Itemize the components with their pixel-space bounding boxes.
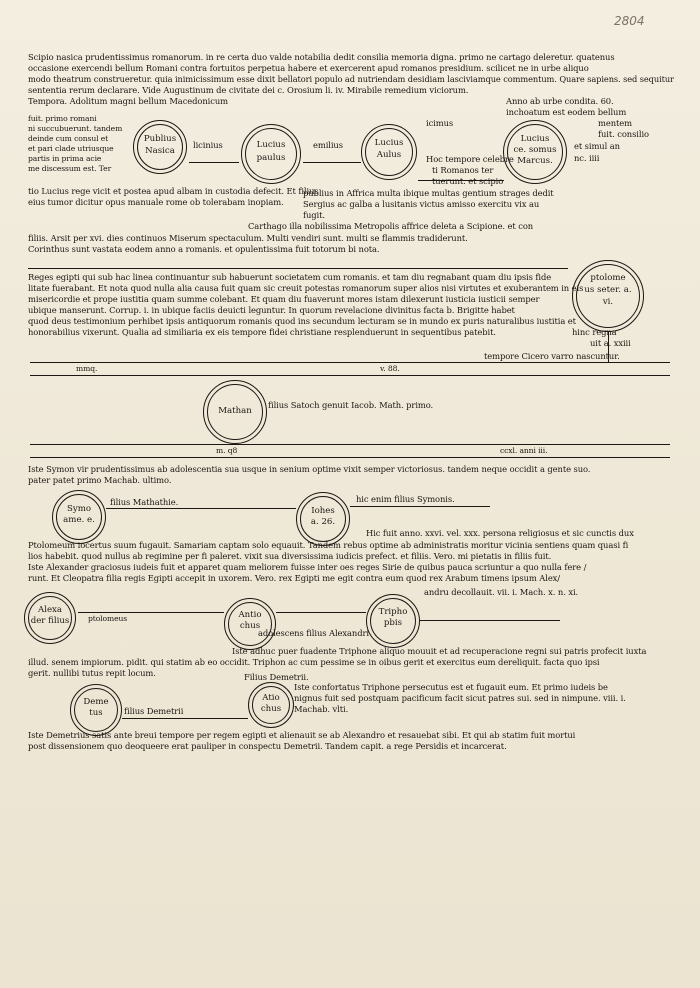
text-line: gerit. nullibi tutus repit locum. — [28, 668, 156, 678]
folio-number: 2804 — [614, 14, 645, 28]
text-line: uit a. xxiii — [590, 338, 631, 348]
text-line: Tempora. Adolitum magni bellum Macedonicum — [28, 96, 228, 106]
circle-label: a. 26. — [310, 517, 336, 527]
text-line: Scipio nasica prudentissimus romanorum. in re certa duo valde notabilia dedit consilia memoria digna. primo ne cartago deleretur. quatenus — [28, 52, 615, 62]
year-line — [30, 375, 670, 376]
left-column: fuit. primo romani — [28, 114, 97, 123]
text-line: occasione exercendi bellum Romani contra fortuitos perpetua habere et exercerent apud romanos presidium. scilicet ne in urbe aliquo — [28, 63, 589, 73]
circle-label: Iohes — [311, 506, 335, 516]
left-column: partis in prima acie — [28, 154, 102, 163]
left-column: ni succubuerunt. tandem — [28, 124, 123, 133]
text-line: runt. Et Cleopatra filia regis Egipti accepit in uxorem. Vero. rex Egipti me egit contra eum quod rex Arabum timens ipsum Alex/ — [28, 573, 561, 583]
divider — [28, 268, 568, 269]
circle-label: Publius — [143, 134, 177, 144]
circle-label: der filius — [30, 616, 70, 626]
circle-label: Deme — [83, 697, 109, 707]
lineage-line — [189, 162, 239, 163]
text-line: fugit. — [303, 210, 325, 220]
text-line: Iste Demetrius satis ante breui tempore per regem egipti et alienauit se ab Alexandro et resauebat sibi. Et qui ab statim fuit mortui — [28, 730, 576, 740]
text-line: tempore Cicero varro nascuntur. — [484, 351, 620, 361]
text-line: eius tumor dicitur opus manuale rome ob tolerabam inopiam. — [28, 197, 284, 207]
name-icimus: icimus — [426, 118, 454, 128]
year-line — [30, 362, 670, 363]
text-line: nignus fuit sed postquam pacificum facit sicut patres sui. sed in nimpune. viii. i. — [294, 693, 626, 703]
right-column: nc. iiii — [574, 153, 600, 163]
circle-label: Antio — [238, 610, 262, 620]
lineage-line — [78, 612, 224, 613]
text-line: filiis. Arsit per xvi. dies continuos Miserum spectaculum. Multi vendiri sunt. multi se flammis tradiderunt. — [28, 233, 468, 243]
text-line: honorabilius vixerunt. Qualia ad similiaria ex eis tempore fidei christiane resplenduerunt in sequentibus patebit. — [28, 327, 496, 337]
text-line: Machab. vlti. — [294, 704, 349, 714]
text-line: Iste Alexander graciosus iudeis fuit et apparet quam meliorem fuisse inter oes reges Sirie de quibus pauca scriuntur a quo nulla fere / — [28, 562, 587, 572]
text-line: modo theatrum construeretur. quia inimicissimum esse dixit bellatori populo ad nutriendam desidiam lasciviamque commentum. Quare sapiens. sed sequitur — [28, 74, 674, 84]
text-line: illud. senem impiorum. pidit. qui statim ab eo occidit. Triphon ac cum pessime se in oibus gerit et exercitus eum dereliquit. facta quo ipsi — [28, 657, 600, 667]
circle-label: chus — [239, 621, 261, 631]
name-licinius: licinius — [193, 140, 223, 150]
circle-label: tus — [89, 708, 103, 718]
text-line: ubique manserunt. Corrup. i. in ubique faciis deuicti leguntur. In quorum revelacione divinitus facta b. Brigitte habet — [28, 305, 515, 315]
year-line — [30, 457, 670, 458]
mathan-text: filius Satoch genuit Iacob. Math. primo. — [268, 400, 434, 410]
right-column: fuit. consilio — [598, 129, 649, 139]
circle-label: ptolome — [590, 273, 626, 283]
lineage-line — [106, 508, 296, 509]
left-column: et pari clade utriusque — [28, 144, 114, 153]
circle-label: Aulus — [376, 150, 402, 160]
circle-label: Nasica — [145, 146, 175, 156]
text-line: Iste Symon vir prudentissimus ab adolescentia sua usque in senium optime vixit semper victoriosus. tandem neque occidit a gente suo. — [28, 464, 591, 474]
circle-label: chus — [260, 704, 282, 714]
text-line: quod deus testimonium perhibet ipsis antiquorum romanis quod ins secundum lecturam se in mundo ex puris naturalibus iustitia et — [28, 316, 576, 326]
mid-note: tuerunt. et scipio — [432, 176, 504, 186]
circle-label: Marcus. — [517, 156, 553, 166]
text-line: Corinthus sunt vastata eodem anno a romanis. et opulentissima fuit totorum bi nota. — [28, 244, 380, 254]
text-line: Sergius ac galba a lusitanis victus amisso exercitu vix au — [303, 199, 540, 209]
text-line: sententia rerum declarare. Vide Augustinum de civitate dei c. Orosium li. iv. Mirabile remedium viciorum. — [28, 85, 469, 95]
circle-label: ame. e. — [63, 515, 95, 525]
text-line: publius in Affrica multa ibique multas gentium strages dedit — [303, 188, 554, 198]
text-line: lios habebit. quod nullus ab regimine per fi paleret. vixit sua diversissima iudicis prefect. et filiis. Vero. mi pietatis in filiis fuit. — [28, 551, 552, 561]
circle-ptolomeus — [572, 260, 644, 332]
text-line: filius Mathathie. — [110, 497, 179, 507]
text-line: Iste confortatus Triphone persecutus est et fugauit eum. Et primo iudeis be — [294, 682, 608, 692]
text-line: Reges egipti qui sub hac linea continuantur sub habuerunt societatem cum romanis. et tam diu regnabant quam diu ipsis fide — [28, 272, 552, 282]
text-line: Iste adhuc puer fuadente Triphone aliquo mouuit et ad recuperacione regni sui patris profecit iuxta — [232, 646, 647, 656]
right-column: et simul an — [574, 141, 620, 151]
text-line: misericordie et prope iustitia quam summe colebant. Et quam diu fuaverunt mores istam dilexerunt iusticia iusticii semper — [28, 294, 540, 304]
year-mathan: m. q8 — [216, 446, 238, 455]
text-line: hinc regna — [572, 327, 617, 337]
circle-label: Atio — [262, 693, 280, 703]
year-right: v. 88. — [380, 364, 400, 373]
circle-label: Lucius — [256, 140, 286, 150]
year-left: mmq. — [76, 364, 98, 373]
circle-label: us seter. a. — [584, 285, 632, 295]
text-line: pater patet primo Machab. ultimo. — [28, 475, 172, 485]
text-line: filius Demetrii — [124, 706, 184, 716]
text-line: andru decollauit. vii. i. Mach. x. n. xi. — [424, 587, 579, 597]
anno-note-2: inchoatum est eodem bellum — [506, 107, 627, 117]
text-line: hic enim filius Symonis. — [356, 494, 455, 504]
text-line: Hic fuit anno. xxvi. vel. xxx. persona religiosus et sic cunctis dux — [366, 528, 634, 538]
lineage-line — [418, 180, 504, 181]
text-line: ptolomeus — [88, 614, 128, 623]
left-column: deinde cum consul et — [28, 134, 109, 143]
lineage-line — [276, 612, 366, 613]
text-line: Carthago illa nobilissima Metropolis affrice deleta a Scipione. et con — [248, 221, 534, 231]
circle-label: Lucius — [520, 134, 550, 144]
year-line — [30, 444, 670, 445]
right-column: mentem — [598, 118, 632, 128]
text-line: tio Lucius rege vicit et postea apud albam in custodia defecit. Et filius — [28, 186, 319, 196]
lineage-line — [420, 620, 560, 621]
circle-label: Symo — [66, 504, 92, 514]
lineage-line — [122, 718, 248, 719]
text-line: adolescens filius Alexandri — [258, 628, 369, 638]
year-right-2: ccxl. anni iii. — [500, 446, 548, 455]
circle-label: ce. somus — [513, 145, 557, 155]
circle-label: paulus — [256, 153, 286, 163]
text-line: post dissensionem quo deoqueere erat pauliper in conspectu Demetrii. Tandem capit. a rege Persidis et incarcerat. — [28, 741, 507, 751]
circle-label: Lucius — [374, 138, 404, 148]
anno-note: Anno ab urbe condita. 60. — [506, 96, 614, 106]
circle-label: pbis — [383, 618, 403, 628]
left-column: me discessum est. Ter — [28, 164, 112, 173]
text-line: Ptolomeum iocertus suum fugauit. Samariam captam solo equauit. Tandem rebus optime ab administratis moritur vicinia sentiens quam quasi fi — [28, 540, 629, 550]
circle-label: Alexa — [37, 605, 62, 615]
mid-note: ti Romanos ter — [432, 165, 494, 175]
lineage-line — [350, 506, 490, 507]
name-emilius: emilius — [313, 140, 343, 150]
text-line: litate fuerabant. Et nota quod nulla alia causa fuit quam sic creuit potestas romanorum super alios nisi virtutes et exuberantem in eis — [28, 283, 584, 293]
circle-label: Tripho — [378, 607, 408, 617]
circle-label: vi. — [602, 297, 614, 307]
mid-note: Hoc tempore celebre — [426, 154, 514, 164]
circle-label: Mathan — [218, 406, 252, 416]
text-line: Filius Demetrii. — [244, 672, 309, 682]
lineage-line — [303, 162, 361, 163]
